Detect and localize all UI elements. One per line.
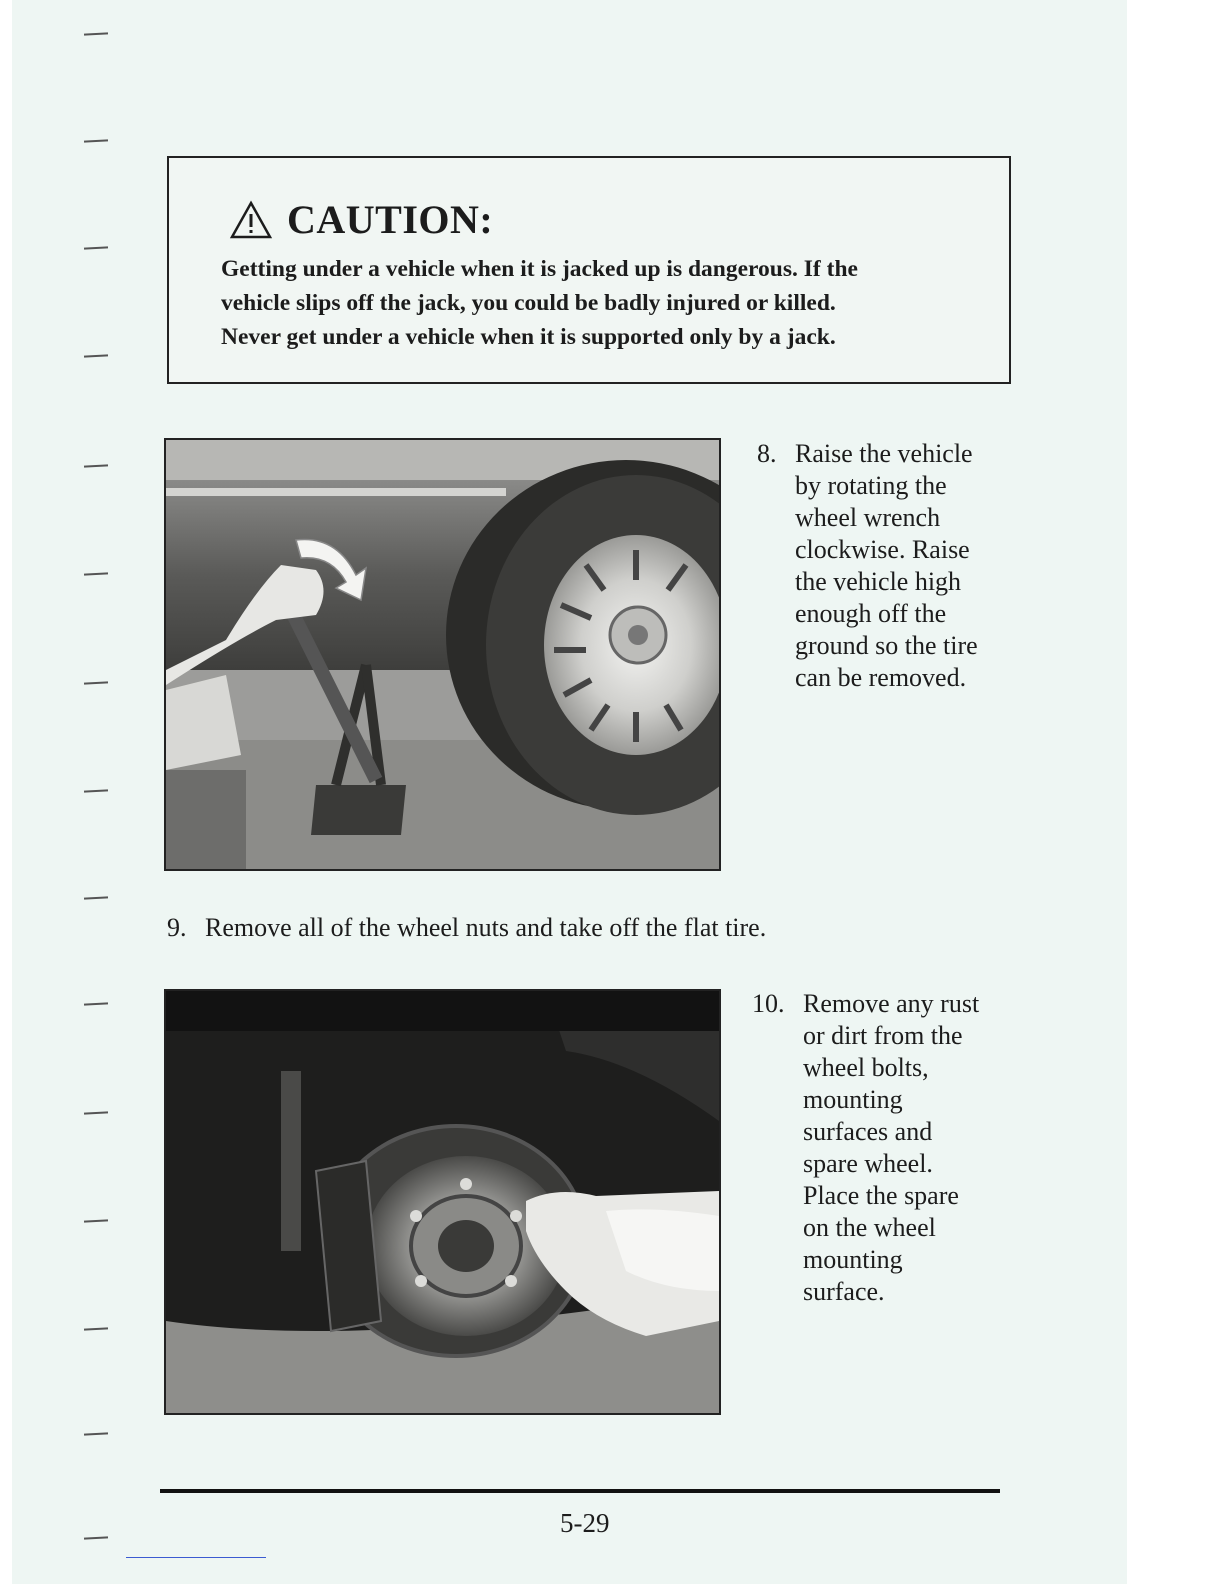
step-line: Raise the vehicle (795, 439, 973, 468)
margin-mark (84, 1002, 108, 1005)
step-line: surface. (803, 1277, 885, 1306)
margin-mark (84, 1111, 108, 1114)
step-line: enough off the (795, 599, 947, 628)
step-line: clockwise. Raise (795, 535, 970, 564)
margin-mark (84, 1536, 108, 1539)
step-line: mounting (803, 1245, 903, 1274)
margin-mark (84, 354, 108, 357)
caution-line: Never get under a vehicle when it is supported only by a jack. (221, 324, 836, 350)
step-line: spare wheel. (803, 1149, 933, 1178)
margin-mark (84, 681, 108, 684)
margin-mark (84, 139, 108, 142)
hub-photo (164, 989, 721, 1415)
jack-photo (164, 438, 721, 871)
step-line: Remove any rust (803, 989, 980, 1018)
margin-mark (84, 1432, 108, 1435)
step-number: 8. (757, 439, 777, 468)
step-line: the vehicle high (795, 567, 962, 596)
margin-mark (84, 1219, 108, 1222)
step-line: on the wheel (803, 1213, 936, 1242)
caution-text (221, 252, 981, 354)
caution-heading (229, 196, 493, 243)
step-line: ground so the tire (795, 631, 978, 660)
underline-link[interactable] (126, 1557, 266, 1558)
step-line: or dirt from the (803, 1021, 963, 1050)
margin-mark (84, 572, 108, 575)
step-number: 9. (167, 913, 187, 942)
margin-mark (84, 896, 108, 899)
step-line: by rotating the (795, 471, 947, 500)
step-line: wheel wrench (795, 503, 941, 532)
margin-mark (84, 246, 108, 249)
margin-mark (84, 1327, 108, 1330)
caution-title: CAUTION: (287, 197, 494, 242)
footer-rule (160, 1489, 1000, 1493)
step-line: Place the spare (803, 1181, 959, 1210)
page-number: 5-29 (560, 1508, 610, 1538)
step-number: 10. (752, 989, 785, 1018)
step-line: Remove all of the wheel nuts and take off the flat tire. (205, 913, 767, 942)
caution-line: vehicle slips off the jack, you could be badly injured or killed. (221, 290, 836, 316)
margin-mark (84, 464, 108, 467)
step-line: wheel bolts, (803, 1053, 929, 1082)
caution-line: Getting under a vehicle when it is jacked up is dangerous. If the (221, 256, 858, 282)
caution-box (167, 156, 1011, 384)
step-line: can be removed. (795, 663, 967, 692)
step-line: surfaces and (803, 1117, 933, 1146)
margin-mark (84, 32, 108, 35)
step-line: mounting (803, 1085, 903, 1114)
margin-mark (84, 789, 108, 792)
warning-triangle-icon (229, 200, 273, 240)
